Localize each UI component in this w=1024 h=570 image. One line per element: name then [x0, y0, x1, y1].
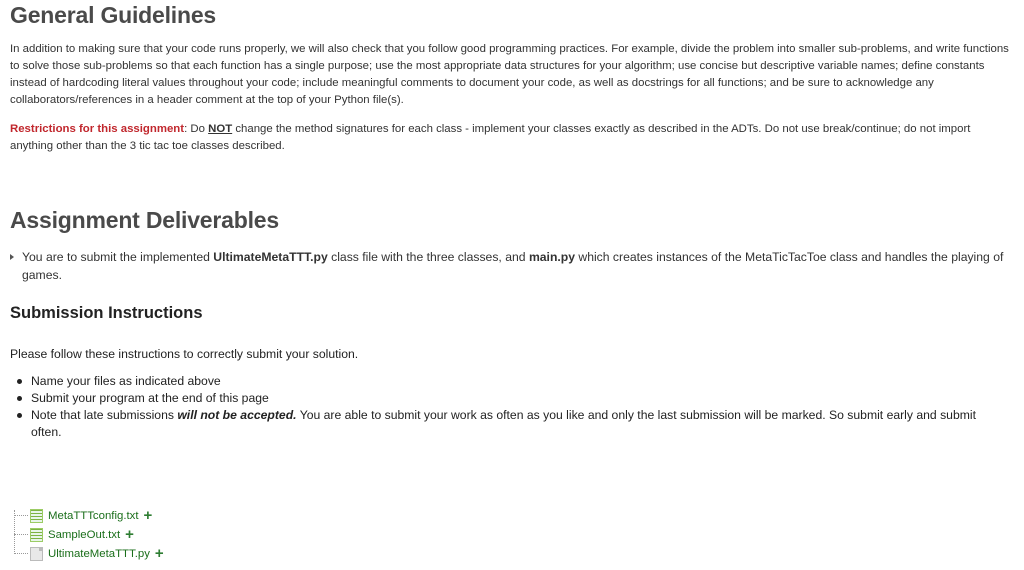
deliverables-post: which creates instances of the MetaTicTacToe class and handles the playing of games. — [22, 250, 1004, 282]
file-link[interactable]: MetaTTTconfig.txt — [48, 509, 139, 522]
deliverables-item — [10, 248, 1010, 284]
general-guidelines-heading: General Guidelines — [10, 2, 217, 28]
deliverables-file1: UltimateMetaTTT.py — [213, 250, 328, 264]
restrictions-text: change the method signatures for each class - implement your classes exactly as described in the ADTs. Do not use break/continue; do not import anything other than the 3 tic tac toe classes described. — [10, 123, 971, 152]
assignment-deliverables-heading: Assignment Deliverables — [10, 207, 279, 233]
list-item — [16, 407, 1006, 441]
plus-icon[interactable]: + — [125, 526, 134, 543]
python-file-icon — [30, 547, 43, 561]
tree-branch — [14, 515, 28, 516]
file-link[interactable]: SampleOut.txt — [48, 528, 121, 541]
submission-list — [16, 373, 1006, 441]
deliverables-file2: main.py — [528, 250, 575, 264]
file-link[interactable]: UltimateMetaTTT.py — [48, 547, 150, 560]
triangle-bullet-icon — [10, 254, 14, 260]
text-file-icon — [30, 528, 43, 542]
file-item-ultimatemetattt[interactable] — [14, 544, 164, 563]
list-item — [16, 373, 1006, 390]
restrictions-pre: : Do — [184, 123, 209, 135]
restrictions-label: Restrictions for this assignment — [10, 123, 185, 135]
bullet-emphasis: will not be accepted. — [177, 408, 297, 422]
bullet-text: Note that late submissions — [31, 408, 178, 422]
bullet-text: Name your files as indicated above — [31, 374, 221, 388]
submission-instructions-heading: Submission Instructions — [10, 304, 203, 322]
plus-icon[interactable]: + — [143, 507, 153, 524]
text-file-icon — [30, 509, 43, 523]
submission-intro: Please follow these instructions to correctly submit your solution. — [10, 347, 359, 361]
deliverables-mid: class file with the three classes, and — [327, 250, 529, 264]
bullet-dot-icon — [17, 413, 22, 418]
file-item-metatttconfig[interactable] — [14, 506, 164, 525]
deliverables-text — [22, 248, 1010, 284]
file-tree — [14, 506, 164, 563]
deliverables-pre: You are to submit the implemented — [22, 250, 214, 264]
guidelines-paragraph: In addition to making sure that your code runs properly, we will also check that you follow good programming practices. For example, divide the problem into smaller sub-problems, and write functions to solve those sub-problems so that each function has a single purpose; use the most appropriate data structures for your algorithm; use concise but descriptive variable names; define constants instead of hardcoding literal values throughout your code; include meaningful comments to document your code, as well as docstrings for all functions; and be sure to acknowledge any collaborators/references in a header comment at the top of your Python file(s). — [10, 43, 1009, 106]
file-item-sampleout[interactable] — [14, 525, 164, 544]
tree-branch — [14, 553, 28, 554]
bullet-dot-icon — [17, 379, 22, 384]
restrictions-paragraph — [10, 121, 1014, 155]
list-item — [16, 390, 1006, 407]
bullet-text: Submit your program at the end of this page — [31, 391, 269, 405]
plus-icon[interactable]: + — [154, 545, 164, 562]
bullet-dot-icon — [17, 396, 22, 401]
restrictions-not: NOT — [208, 123, 233, 135]
tree-branch — [14, 534, 28, 535]
bullet-text-rest: You are able to submit your work as often as you like and only the last submission will be marked. So submit early and submit often. — [31, 408, 976, 439]
